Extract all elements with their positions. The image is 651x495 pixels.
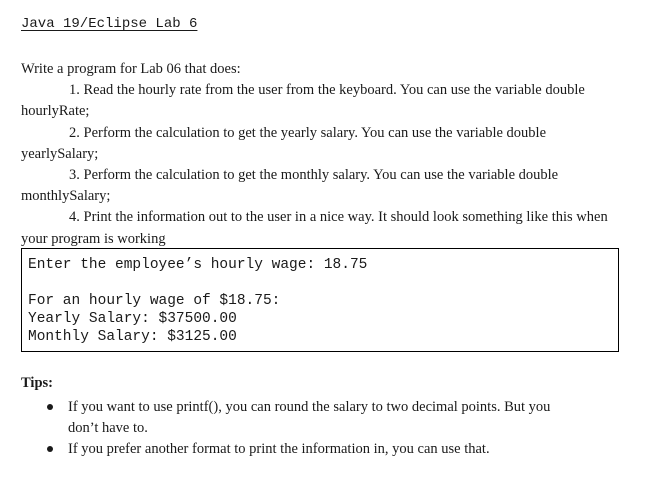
wage-line: For an hourly wage of $18.75: [28,293,281,309]
document-title: Java 19/Eclipse Lab 6 [21,16,198,32]
instructions [21,59,621,250]
tips-list [21,397,581,460]
tip-item [21,439,581,460]
step-1: 1. Read the hourly rate from the user from the keyboard. You can use the variable double hourlyRate; [21,82,585,120]
tips-heading: Tips: [21,375,53,391]
bullet-icon [47,404,53,410]
sample-output-box [21,248,619,352]
step-4: 4. Print the information out to the user in a nice way. It should look something like this when your program is working [21,209,608,247]
tip-item [21,397,581,439]
step-3: 3. Perform the calculation to get the monthly salary. You can use the variable double monthlySalary; [21,167,559,205]
blank-line [28,274,618,292]
intro-text: Write a program for Lab 06 that does: [21,61,241,77]
bullet-icon [47,446,53,452]
tip-text: If you want to use printf(), you can round the salary to two decimal points. But you don’t have to. [68,399,551,436]
tip-text: If you prefer another format to print the information in, you can use that. [68,441,490,457]
prompt-line: Enter the employee’s hourly wage: 18.75 [28,257,368,273]
step-2: 2. Perform the calculation to get the yearly salary. You can use the variable double yearlySalary; [21,124,547,162]
yearly-salary-line: Yearly Salary: $37500.00 [28,311,237,327]
monthly-salary-line: Monthly Salary: $3125.00 [28,329,237,345]
